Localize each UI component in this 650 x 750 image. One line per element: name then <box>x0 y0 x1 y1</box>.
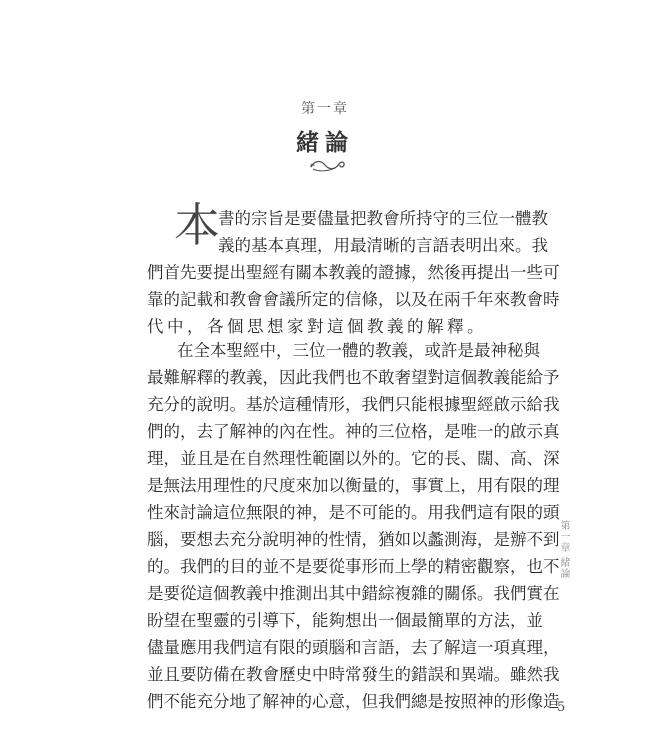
drop-cap: 本 <box>174 198 220 252</box>
text-line: 的。我們的目的並不是要從事形而上學的精密觀察，也不 <box>147 557 560 576</box>
text-line: 並且要防備在教會歷史中時常發生的錯誤和異端。雖然我 <box>147 665 560 684</box>
text-line: 靠的記載和教會會議所定的信條，以及在兩千年來教會時 <box>147 290 560 309</box>
chapter-title: 緒論 <box>296 129 354 156</box>
page-number: 5 <box>557 700 566 715</box>
text-line: 腦，要想去充分說明神的性情，猶如以蠡測海，是辦不到 <box>147 530 560 549</box>
running-chapter-tab: 第一章 緒論 <box>558 520 569 580</box>
text-line: 是要從這個教義中推測出其中錯綜複雜的關係。我們實在 <box>147 584 560 603</box>
text-line: 義的基本真理，用最清晰的言語表明出來。我 <box>218 236 548 255</box>
text-line: 們的，去了解神的內在性。神的三位格，是唯一的啟示真 <box>147 422 560 441</box>
text-line: 是無法用理性的尺度來加以衡量的，事實上，用有限的理 <box>147 476 560 495</box>
text-line: 性來討論這位無限的神，是不可能的。用我們這有限的頭 <box>147 503 560 522</box>
text-line: 充分的說明。基於這種情形，我們只能根據聖經啟示給我 <box>147 395 560 414</box>
text-line: 們不能充分地了解神的心意，但我們總是按照神的形像造 <box>147 692 560 711</box>
text-line: 們首先要提出聖經有關本教義的證據，然後再提出一些可 <box>147 263 560 282</box>
text-line: 代中，各個思想家對這個教義的解釋。 <box>147 317 487 336</box>
chapter-label: 第一章 <box>301 101 349 117</box>
flourish-ornament-icon <box>307 156 347 174</box>
text-line: 盼望在聖靈的引導下，能夠想出一個最簡單的方法，並 <box>147 611 543 630</box>
text-line: 理，並且是在自然理性範圍以外的。它的長、闊、高、深 <box>147 449 560 468</box>
text-line: 儘量應用我們這有限的頭腦和言語，去了解這一項真理， <box>147 638 560 657</box>
text-line: 最難解釋的教義，因此我們也不敢奢望對這個教義能給予 <box>147 368 560 387</box>
text-line: 書的宗旨是要儘量把教會所持守的三位一體教 <box>218 209 548 228</box>
text-line: 在全本聖經中，三位一體的教義，或許是最神秘與 <box>177 341 540 360</box>
